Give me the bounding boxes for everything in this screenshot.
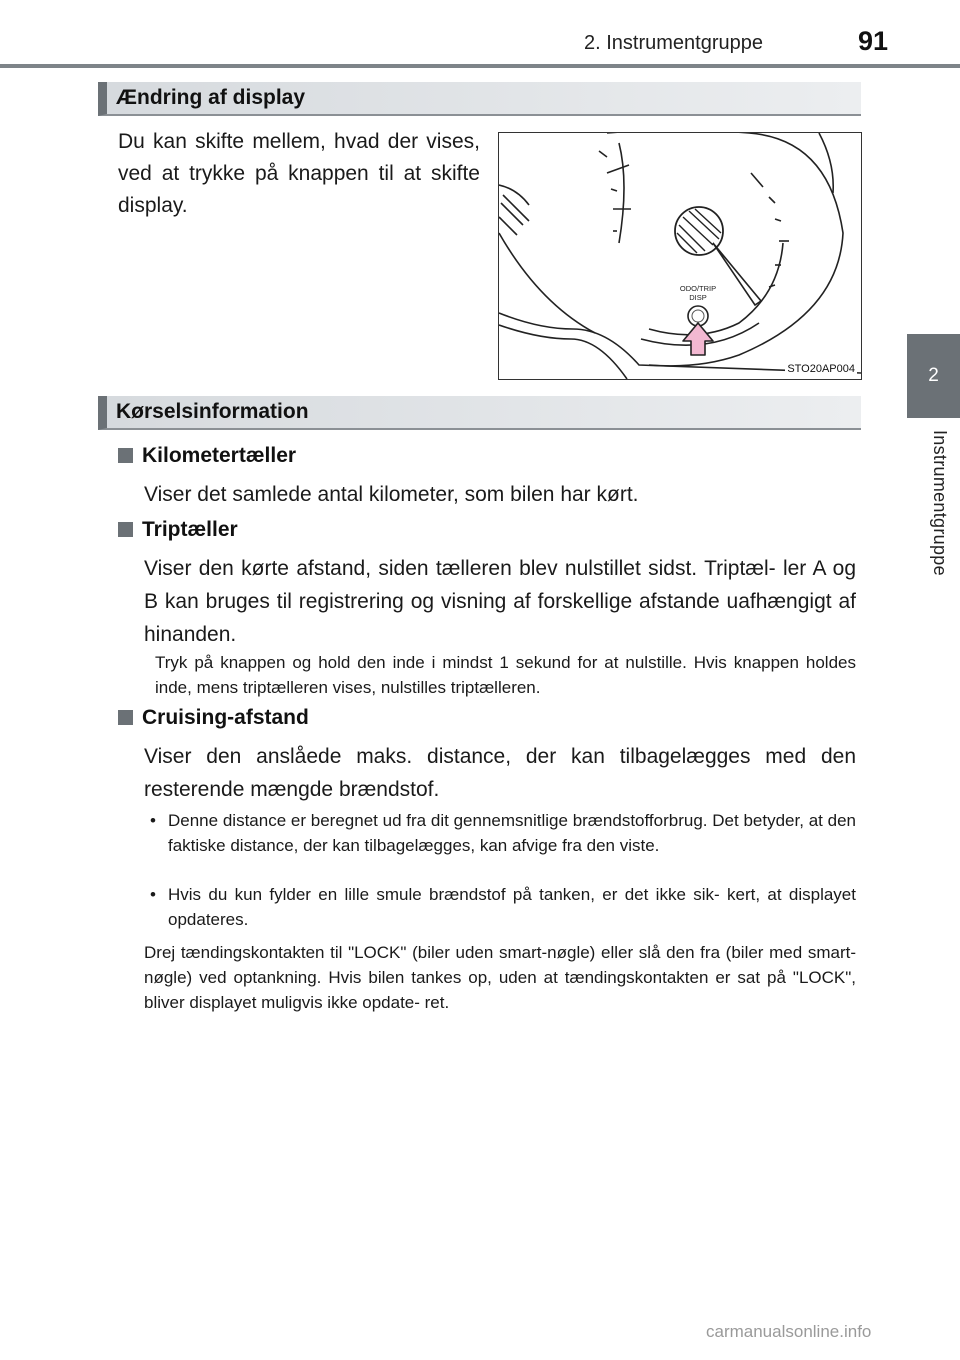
heading-square-icon — [118, 522, 133, 537]
item-heading-tripmeter: Triptæller — [118, 518, 238, 542]
side-tab-label: Instrumentgruppe — [930, 430, 950, 576]
heading-square-icon — [118, 710, 133, 725]
button-label-top: ODO/TRIP — [679, 284, 717, 293]
bullet-item: • Hvis du kun fylder en lille smule brændstof på tanken, er det ikke sik- kert, at displayet opdateres. — [150, 882, 856, 932]
header-rule — [0, 64, 960, 68]
button-label-bottom: DISP — [689, 293, 707, 302]
dashboard-illustration — [498, 132, 862, 380]
side-tab — [907, 334, 960, 418]
section-title-display: Ændring af display — [98, 82, 861, 116]
bullet-dot: • — [150, 885, 156, 904]
item-text-odometer: Viser det samlede antal kilometer, som bilen har kørt. — [144, 483, 639, 506]
bullet-item: • Denne distance er beregnet ud fra dit gennemsnitlige brændstofforbrug. Det betyder, at den faktiske distance, der kan tilbagelægges, kan afvige fra den viste. — [150, 808, 856, 858]
watermark: carmanualsonline.info — [706, 1322, 872, 1341]
header-chapter: 2. Instrumentgruppe — [584, 32, 763, 54]
intro-text: Du kan skifte mellem, hvad der vises, ved at trykke på knappen til at skifte display. — [118, 130, 480, 217]
item-heading-odometer: Kilometertæller — [118, 444, 296, 468]
figure-code: STO20AP004 — [787, 363, 855, 375]
side-tab-number: 2 — [928, 365, 939, 386]
item-text-tripmeter: Viser den kørte afstand, siden tælleren blev nulstillet sidst. Triptæl- ler A og B kan bruges til registrering og visning af forskellige afstande uafhængigt af hinanden. — [144, 557, 856, 646]
heading-square-icon — [118, 448, 133, 463]
item-note-tripmeter: Tryk på knappen og hold den inde i mindst 1 sekund for at nulstille. Hvis knappen holdes inde, mens triptælleren vises, nulstilles triptælleren. — [155, 653, 856, 697]
gauge-drawing — [499, 133, 861, 379]
final-note: Drej tændingskontakten til "LOCK" (biler uden smart-nøgle) eller slå den fra (biler med smart-nøgle) ved optankning. Hvis bilen tankes op, uden at tændingskontakten er sat på "LOCK", bliver displayet muligvis ikke opdate- ret. — [144, 943, 856, 1012]
bullet-dot: • — [150, 811, 156, 830]
section-title-driving-info: Kørselsinformation — [98, 396, 861, 430]
item-heading-cruising-range: Cruising-afstand — [118, 706, 309, 730]
item-text-cruising-range: Viser den anslåede maks. distance, der kan tilbagelægges med den resterende mængde brændstof. — [144, 745, 856, 801]
page-number: 91 — [858, 26, 889, 56]
